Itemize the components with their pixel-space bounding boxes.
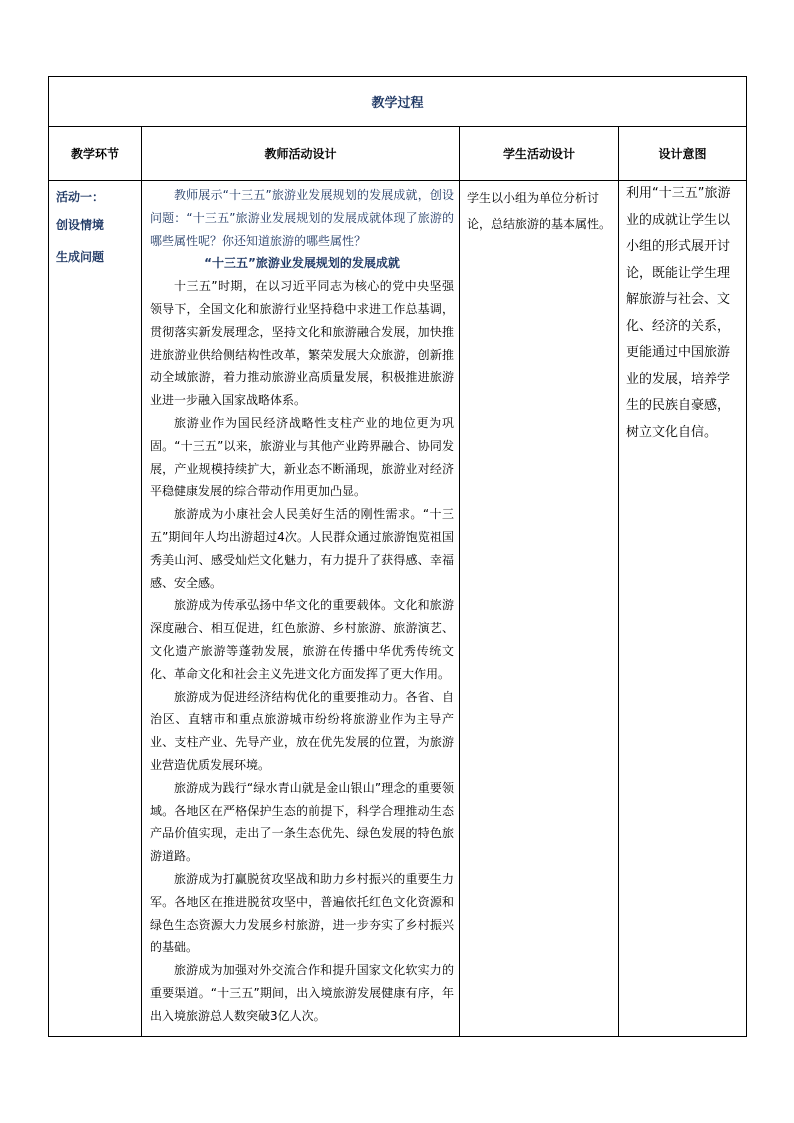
table-title: 教学过程 [49, 77, 747, 127]
teacher-paragraph: 十三五”时期，在以习近平同志为核心的党中央坚强领导下，全国文化和旅游行业坚持稳中求进工作总基调，贯彻落实新发展理念，坚持文化和旅游融合发展，加快推进旅游业供给侧结构性改革，繁荣发展大众旅游，创新推动全域旅游，着力推动旅游业高质量发展，积极推进旅游业进一步融入国家战略体系。 [150, 279, 454, 408]
teacher-paragraph: 旅游成为加强对外交流合作和提升国家文化软实力的重要渠道。“十三五”期间，出入境旅游发展健康有序，年出入境旅游总人数突破3亿人次。 [150, 963, 454, 1023]
stage-label-1: 活动一： [56, 190, 105, 204]
design-intent-cell: 利用“十三五”旅游业的成就让学生以小组的形式展开讨论，既能让学生理解旅游与社会、文化、经济的关系，更能通过中国旅游业的发展，培养学生的民族自豪感，树立文化自信。 [619, 181, 747, 1037]
teacher-intro: 教师展示“十三五”旅游业发展规划的发展成就，创设问题：“十三五”旅游业发展规划的发展成就体现了旅游的哪些属性呢？你还知道旅游的哪些属性？ [150, 188, 454, 248]
column-header-student: 学生活动设计 [460, 127, 619, 181]
column-header-intent: 设计意图 [619, 127, 747, 181]
teacher-paragraph: 旅游成为小康社会人民美好生活的刚性需求。“十三五”期间年人均出游超过4次。人民群众通过旅游饱览祖国秀美山河、感受灿烂文化魅力，有力提升了获得感、幸福感、安全感。 [150, 507, 454, 590]
teaching-process-table [48, 76, 747, 1037]
teacher-paragraph: 旅游成为打赢脱贫攻坚战和助力乡村振兴的重要生力军。各地区在推进脱贫攻坚中，普遍依托红色文化资源和绿色生态资源大力发展乡村旅游，进一步夯实了乡村振兴的基础。 [150, 871, 454, 955]
column-header-teacher: 教师活动设计 [142, 127, 460, 181]
column-header-row [49, 127, 747, 181]
stage-cell [49, 181, 142, 1037]
teacher-paragraph: 旅游业作为国民经济战略性支柱产业的地位更为巩固。“十三五”以来，旅游业与其他产业跨界融合、协同发展，产业规模持续扩大，新业态不断涌现，旅游业对经济平稳健康发展的综合带动作用更加凸显。 [150, 415, 454, 499]
activity-row [49, 181, 747, 1037]
stage-label-3: 生成问题 [56, 250, 105, 264]
teacher-paragraph: 旅游成为促进经济结构优化的重要推动力。各省、自治区、直辖市和重点旅游城市纷纷将旅游业作为主导产业、支柱产业、先导产业，放在优先发展的位置，为旅游业营造优质发展环境。 [150, 689, 454, 772]
student-activity-cell: 学生以小组为单位分析讨论，总结旅游的基本属性。 [460, 181, 619, 1037]
teacher-paragraph: 旅游成为传承弘扬中华文化的重要载体。文化和旅游深度融合、相互促进，红色旅游、乡村旅游、旅游演艺、文化遗产旅游等蓬勃发展，旅游在传播中华优秀传统文化、革命文化和社会主义先进文化方面发挥了更大作用。 [150, 598, 454, 681]
column-header-stage: 教学环节 [49, 127, 142, 181]
teacher-paragraph: 旅游成为践行“绿水青山就是金山银山”理念的重要领域。各地区在严格保护生态的前提下，科学合理推动生态产品价值实现，走出了一条生态优先、绿色发展的特色旅游道路。 [150, 780, 454, 864]
teacher-subtitle: “十三五”旅游业发展规划的发展成就 [204, 256, 400, 271]
stage-label-2: 创设情境 [56, 218, 105, 232]
teacher-activity-cell [142, 181, 460, 1037]
